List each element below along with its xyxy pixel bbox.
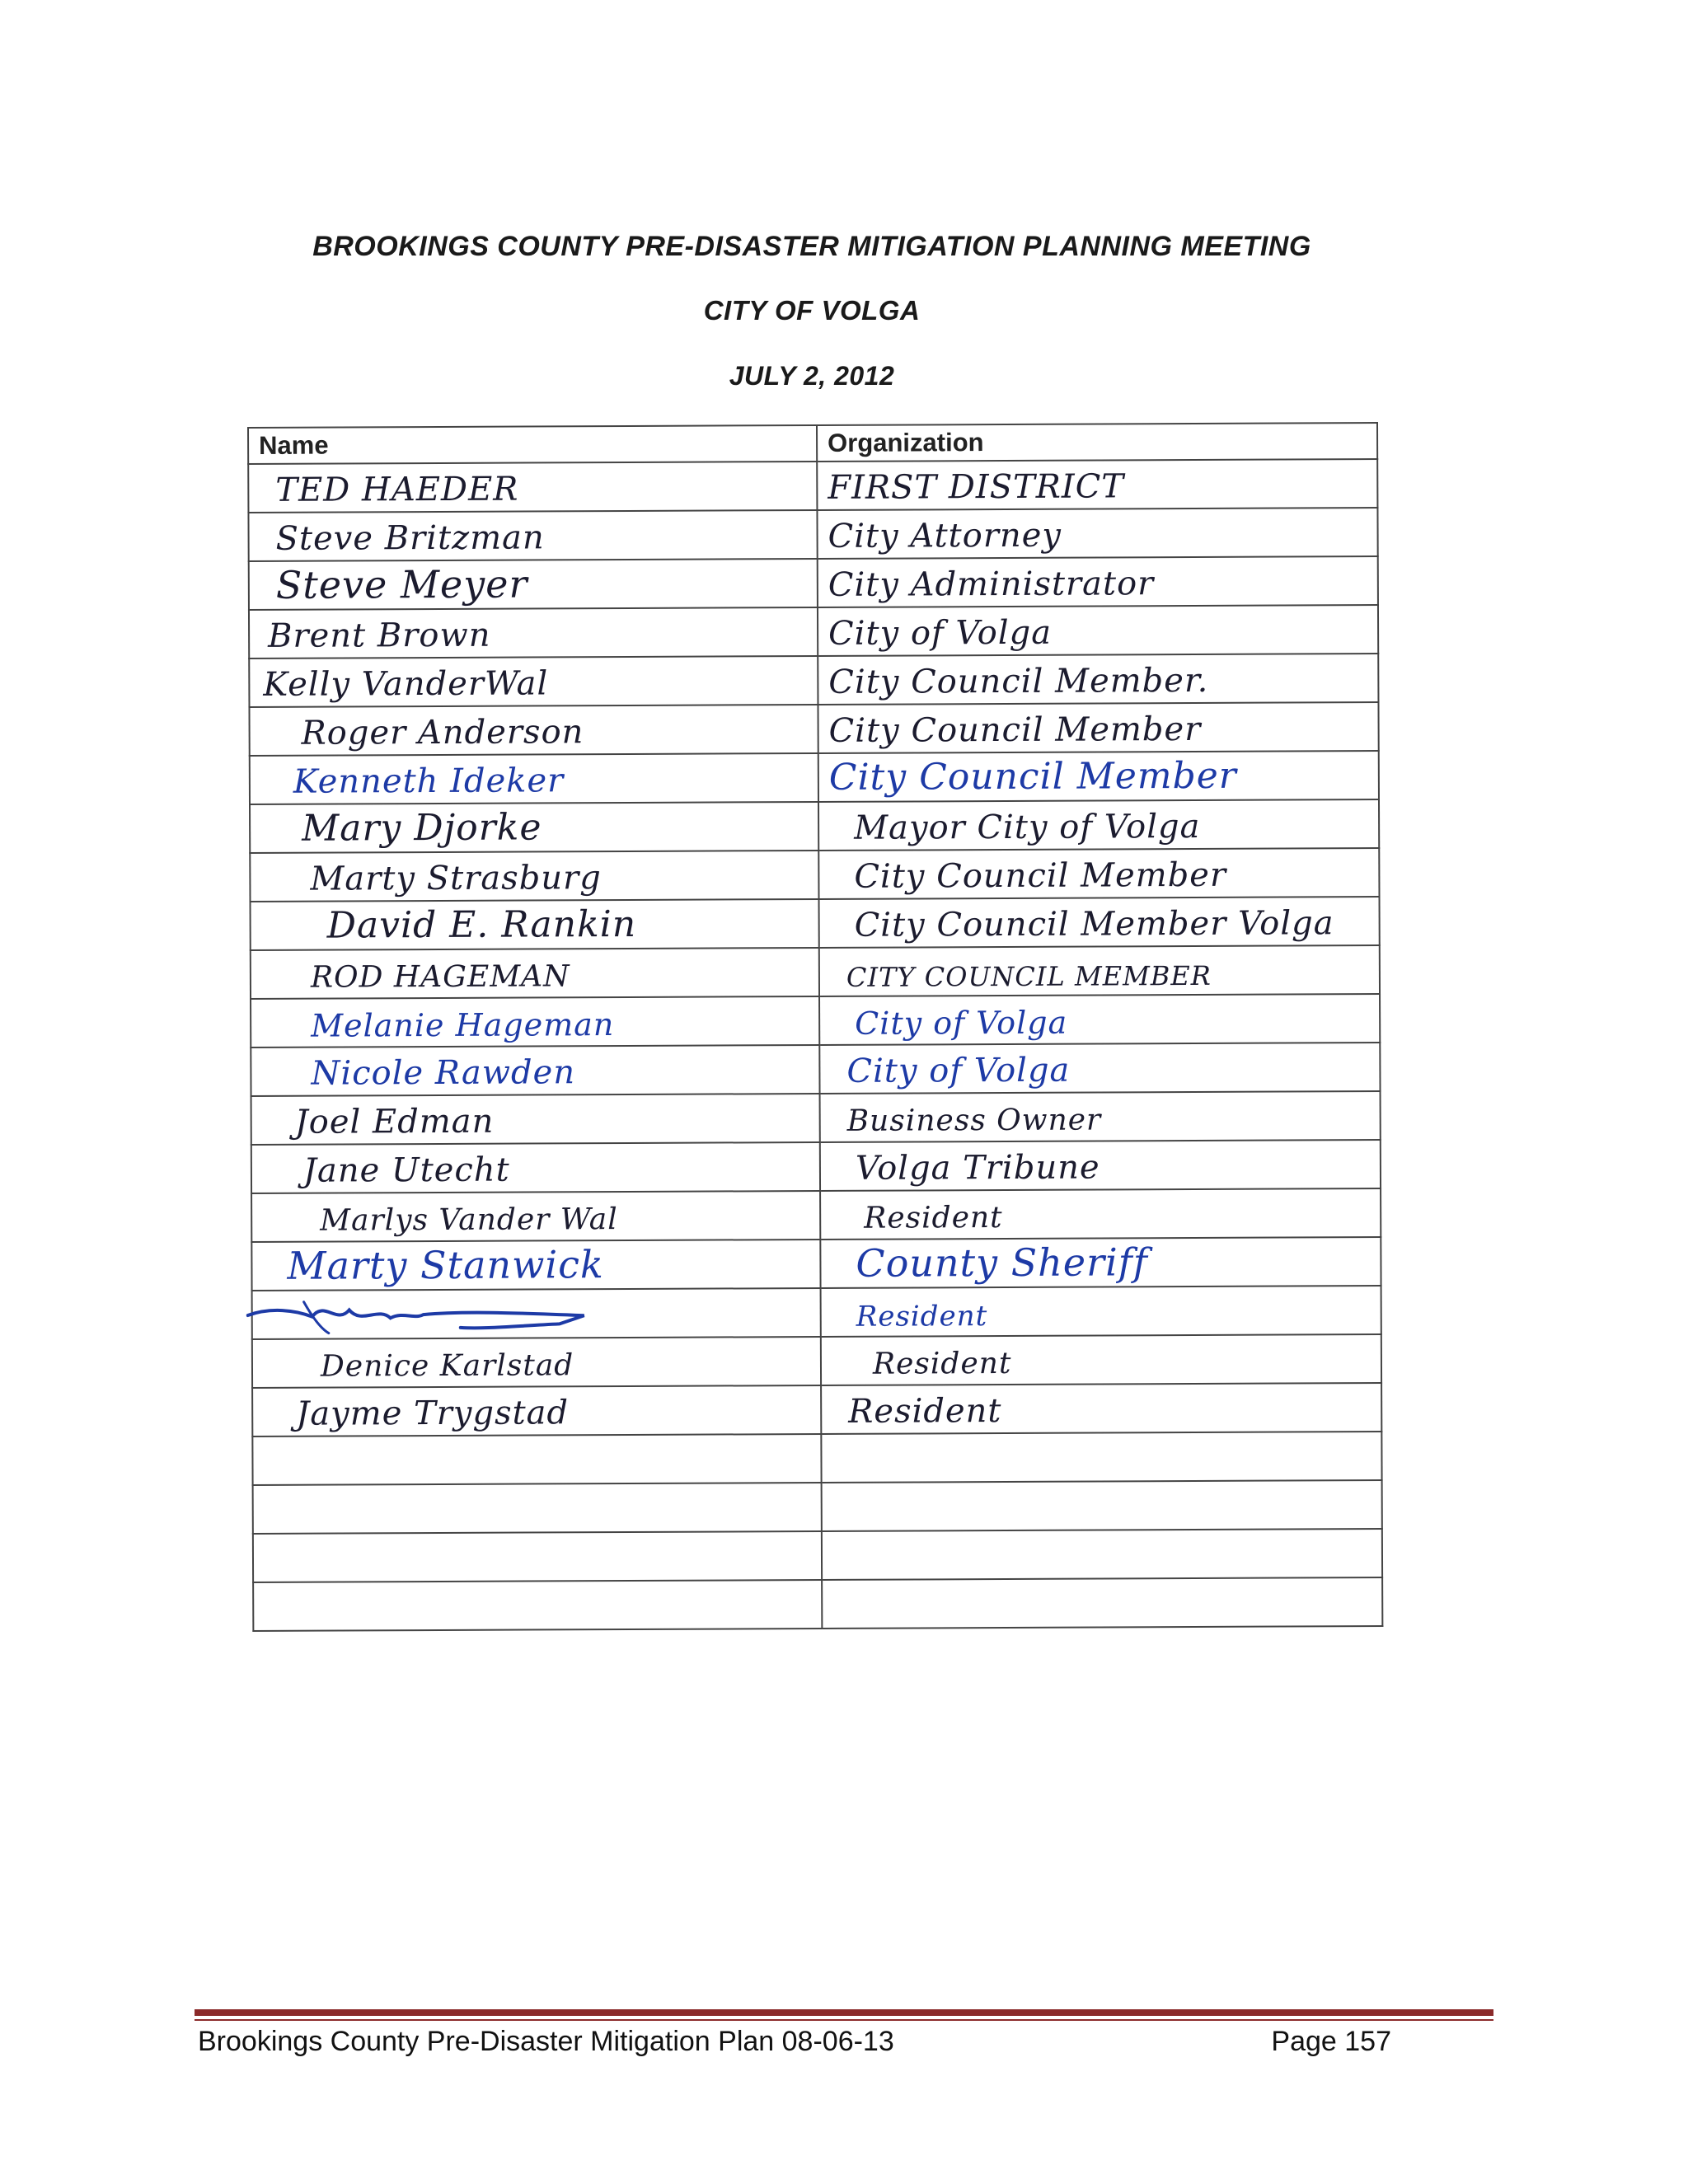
table-row: [251, 1091, 1381, 1145]
name-cell: [251, 899, 819, 950]
table-row: [251, 994, 1380, 1047]
organization-text: City of Volga: [828, 613, 1053, 653]
organization-text: City Council Member Volga: [854, 904, 1334, 944]
table-row: [253, 1529, 1382, 1582]
document-subtitle: CITY OF VOLGA: [703, 295, 921, 326]
name-cell: [248, 510, 817, 561]
organization-cell: [820, 1091, 1381, 1142]
name-cell: [252, 1385, 821, 1436]
table-row: [252, 1334, 1381, 1388]
organization-cell: [818, 799, 1379, 851]
footer-document-title: Brookings County Pre-Disaster Mitigation Plan 08-06-13: [198, 2026, 894, 2057]
organization-text: CITY COUNCIL MEMBER: [846, 959, 1212, 993]
table-row: [250, 848, 1379, 902]
organization-cell: [819, 897, 1380, 948]
organization-cell: [818, 702, 1378, 753]
signature-name: Nicole Rawden: [311, 1053, 576, 1093]
organization-text: City Council Member: [854, 855, 1227, 896]
organization-cell: [819, 994, 1380, 1045]
organization-text: City Council Member: [828, 754, 1237, 799]
table-row: [249, 654, 1378, 707]
table-row: [248, 508, 1377, 561]
signature-name: David E. Rankin: [326, 902, 637, 947]
name-cell: [251, 996, 819, 1047]
organization-text: City Attorney: [828, 516, 1062, 555]
name-cell: [249, 656, 818, 707]
signature-name: Jane Utecht: [302, 1151, 510, 1190]
name-cell: [251, 1094, 820, 1145]
organization-cell: [818, 654, 1378, 705]
table-row: [249, 556, 1378, 610]
name-cell: [252, 1434, 821, 1485]
page-number: Page 157: [1271, 2026, 1391, 2057]
table-row: [249, 702, 1378, 756]
organization-cell: [822, 1480, 1382, 1531]
signature-name: Kenneth Ideker: [293, 762, 565, 801]
table-row: [251, 945, 1380, 999]
organization-cell: [819, 945, 1380, 996]
table-row: [251, 1140, 1381, 1193]
signature-name: Brent Brown: [268, 616, 491, 655]
table-row: [252, 1383, 1381, 1436]
name-cell: [252, 1337, 821, 1388]
name-cell: [252, 1288, 821, 1339]
name-cell: [253, 1483, 822, 1534]
organization-text: City Administrator: [828, 565, 1155, 604]
name-cell: [251, 1142, 820, 1193]
table-row: [251, 1237, 1381, 1291]
name-cell: [248, 462, 817, 513]
organization-text: Resident: [864, 1201, 1003, 1235]
organization-cell: [820, 1140, 1381, 1191]
signature-name: Mary Djorke: [302, 806, 542, 850]
signature-name: Melanie Hageman: [311, 1006, 615, 1044]
illegible-signature-scribble: [246, 1291, 626, 1338]
organization-text: City Council Member.: [828, 661, 1209, 701]
signature-name: TED HAEDER: [275, 470, 519, 509]
signature-name: ROD HAGEMAN: [310, 959, 570, 995]
table-row: [251, 897, 1380, 950]
name-cell: [251, 948, 819, 999]
footer-divider: [195, 2009, 1493, 2016]
name-cell: [253, 1531, 822, 1582]
meeting-date: JULY 2, 2012: [729, 361, 895, 391]
signature-name: Marlys Vander Wal: [320, 1202, 618, 1238]
organization-cell: [818, 848, 1379, 899]
name-cell: [253, 1580, 822, 1631]
name-cell: [251, 1191, 820, 1242]
signature-name: Denice Karlstad: [320, 1348, 574, 1384]
document-title: BROOKINGS COUNTY PRE-DISASTER MITIGATION PLANNING MEETING: [312, 231, 1311, 262]
signature-name: Roger Anderson: [301, 713, 584, 752]
organization-text: Resident: [848, 1392, 1002, 1431]
signature-name: Marty Stanwick: [287, 1242, 604, 1288]
signature-name: Marty Strasburg: [310, 859, 602, 898]
organization-text: County Sheriff: [856, 1240, 1148, 1286]
organization-cell: [817, 508, 1377, 559]
signature-name: Kelly VanderWal: [263, 664, 549, 704]
organization-text: Resident: [856, 1300, 988, 1333]
table-row: [253, 1577, 1382, 1631]
organization-text: City of Volga: [855, 1004, 1068, 1042]
organization-cell: [822, 1577, 1382, 1629]
table-row: [250, 799, 1379, 853]
name-cell: [250, 802, 818, 853]
organization-column-header: Organization: [817, 423, 1377, 462]
organization-text: Resident: [872, 1346, 1012, 1381]
table-row: [252, 1286, 1381, 1339]
name-cell: [251, 1240, 820, 1291]
organization-cell: [818, 605, 1378, 656]
signature-name: Steve Meyer: [275, 561, 528, 607]
organization-text: Volga Tribune: [855, 1148, 1100, 1188]
organization-cell: [821, 1286, 1381, 1337]
organization-text: Business Owner: [846, 1103, 1102, 1138]
organization-text: FIRST DISTRICT: [828, 467, 1125, 507]
organization-text: City Council Member: [828, 710, 1202, 750]
table-row: [251, 1043, 1380, 1096]
organization-cell: [821, 1383, 1381, 1434]
organization-cell: [819, 1043, 1380, 1094]
organization-cell: [820, 1188, 1381, 1240]
signature-name: Joel Edman: [294, 1102, 495, 1141]
name-cell: [250, 753, 818, 804]
organization-text: Mayor City of Volga: [854, 807, 1201, 847]
signature-name: Steve Britzman: [275, 518, 545, 558]
organization-text: City of Volga: [846, 1051, 1071, 1090]
organization-cell: [822, 1529, 1382, 1580]
name-cell: [251, 1045, 819, 1096]
organization-cell: [821, 1334, 1381, 1385]
name-cell: [249, 559, 818, 610]
name-cell: [250, 851, 818, 902]
table-header-row: [248, 423, 1377, 464]
organization-cell: [817, 459, 1377, 510]
organization-cell: [818, 751, 1379, 802]
table-row: [251, 1188, 1381, 1242]
table-row: [250, 751, 1379, 804]
organization-cell: [820, 1237, 1381, 1288]
table-row: [253, 1480, 1382, 1534]
name-cell: [249, 705, 818, 756]
table-row: [249, 605, 1378, 658]
sign-in-sheet-table: [247, 422, 1383, 1632]
footer-divider-thin: [195, 2019, 1493, 2021]
signature-name: Jayme Trygstad: [296, 1394, 570, 1433]
organization-cell: [818, 556, 1378, 607]
table-row: [248, 459, 1377, 513]
name-column-header: Name: [248, 425, 817, 464]
table-row: [252, 1432, 1381, 1485]
name-cell: [249, 607, 818, 658]
organization-cell: [821, 1432, 1381, 1483]
